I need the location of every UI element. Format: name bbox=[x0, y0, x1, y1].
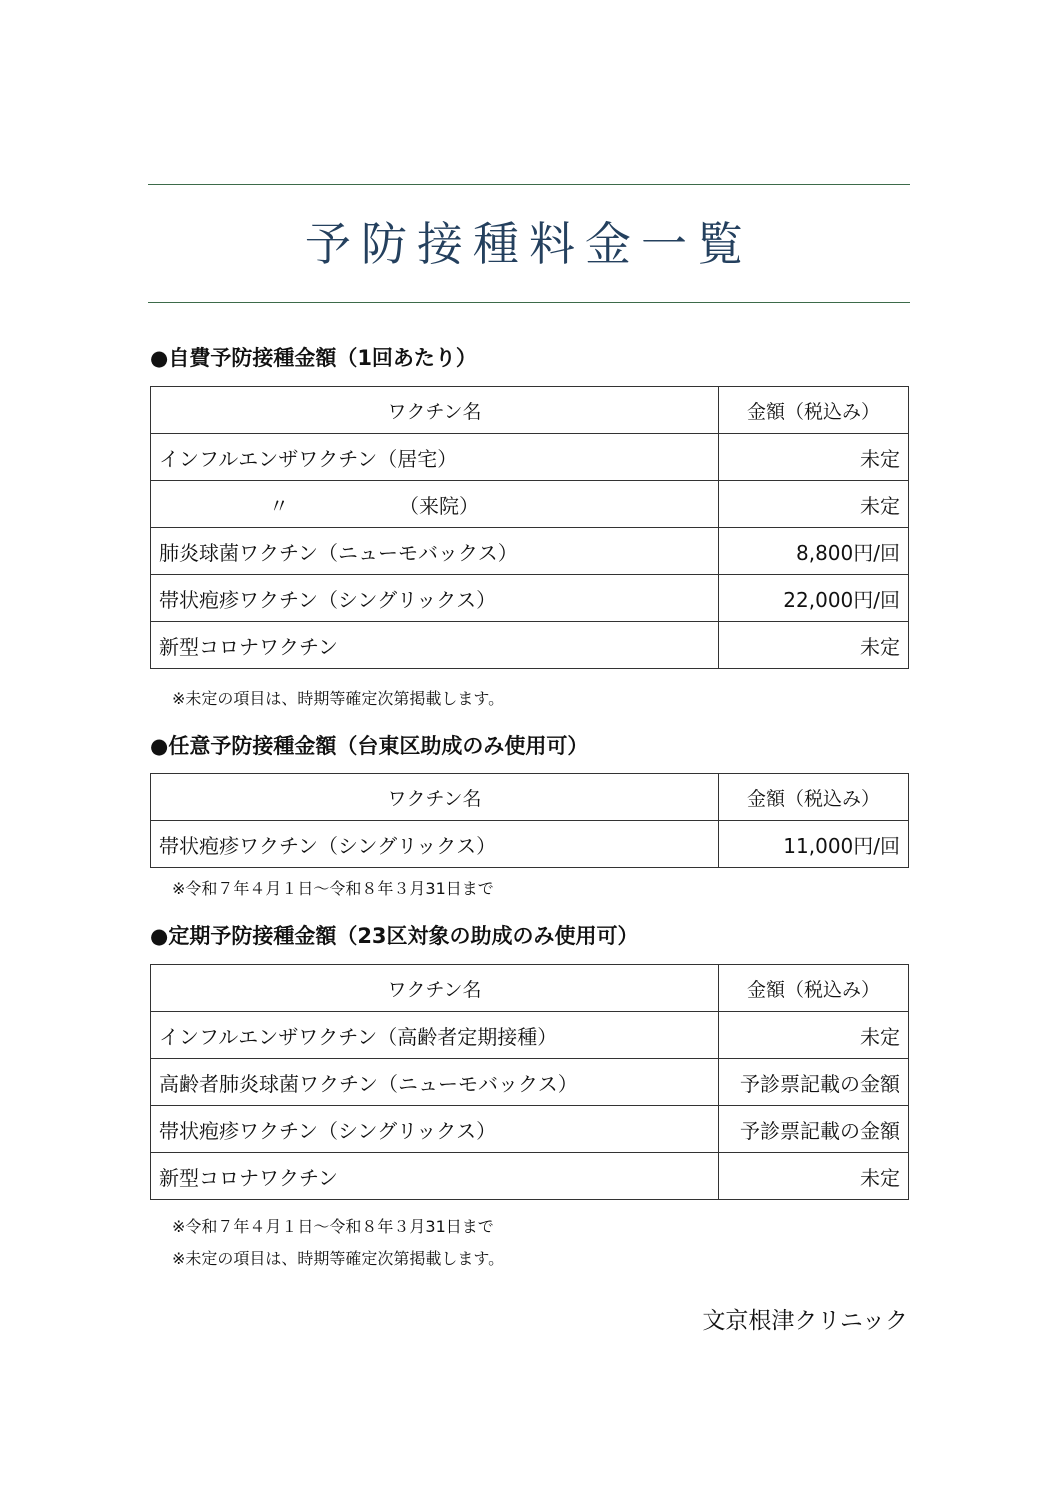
vaccine-price: 未定 bbox=[719, 1153, 909, 1200]
table-row bbox=[151, 1106, 909, 1153]
note-period: ※令和７年４月１日～令和８年３月31日まで bbox=[172, 1217, 494, 1236]
vaccine-price: 未定 bbox=[719, 434, 909, 481]
section-heading-self-pay: ●自費予防接種金額（1回あたり） bbox=[150, 346, 477, 370]
vaccine-name: 肺炎球菌ワクチン（ニューモバックス） bbox=[151, 528, 719, 575]
vaccine-name: （来院） bbox=[399, 493, 479, 518]
column-header-price: 金額（税込み） bbox=[719, 387, 909, 434]
vaccine-price: 8,800円/回 bbox=[719, 528, 909, 575]
section-heading-optional: ●任意予防接種金額（台東区助成のみ使用可） bbox=[150, 734, 589, 758]
fee-table-optional bbox=[150, 773, 909, 868]
table-header-row bbox=[151, 387, 909, 434]
table-row bbox=[151, 821, 909, 868]
vaccine-name: 新型コロナワクチン bbox=[151, 622, 719, 669]
table-row bbox=[151, 575, 909, 622]
column-header-vaccine: ワクチン名 bbox=[151, 774, 719, 821]
table-row bbox=[151, 1012, 909, 1059]
vaccine-price: 11,000円/回 bbox=[719, 821, 909, 868]
table-row bbox=[151, 1153, 909, 1200]
vaccine-price: 予診票記載の金額 bbox=[719, 1059, 909, 1106]
column-header-price: 金額（税込み） bbox=[719, 965, 909, 1012]
table-header-row bbox=[151, 774, 909, 821]
title-bottom-rule bbox=[148, 302, 910, 303]
table-row bbox=[151, 434, 909, 481]
vaccine-price: 未定 bbox=[719, 481, 909, 528]
ditto-mark: 〃 bbox=[269, 493, 289, 518]
vaccine-price: 22,000円/回 bbox=[719, 575, 909, 622]
column-header-vaccine: ワクチン名 bbox=[151, 387, 719, 434]
column-header-price: 金額（税込み） bbox=[719, 774, 909, 821]
fee-table-self-pay bbox=[150, 386, 909, 669]
title-top-rule bbox=[148, 184, 910, 185]
vaccine-name: 高齢者肺炎球菌ワクチン（ニューモバックス） bbox=[151, 1059, 719, 1106]
vaccine-price: 予診票記載の金額 bbox=[719, 1106, 909, 1153]
vaccine-name: 新型コロナワクチン bbox=[151, 1153, 719, 1200]
vaccine-name: 帯状疱疹ワクチン（シングリックス） bbox=[151, 821, 719, 868]
note-undecided: ※未定の項目は、時期等確定次第掲載します。 bbox=[172, 1249, 505, 1268]
table-row bbox=[151, 528, 909, 575]
vaccine-name-cell bbox=[151, 481, 719, 528]
vaccine-name: インフルエンザワクチン（高齢者定期接種） bbox=[151, 1012, 719, 1059]
fee-table-routine bbox=[150, 964, 909, 1200]
section-heading-routine: ●定期予防接種金額（23区対象の助成のみ使用可） bbox=[150, 924, 639, 948]
page-title: 予防接種料金一覧 bbox=[305, 217, 753, 271]
note-undecided: ※未定の項目は、時期等確定次第掲載します。 bbox=[172, 689, 505, 708]
vaccine-name: 帯状疱疹ワクチン（シングリックス） bbox=[151, 575, 719, 622]
table-row bbox=[151, 1059, 909, 1106]
clinic-name: 文京根津クリニック bbox=[702, 1308, 908, 1334]
table-row bbox=[151, 622, 909, 669]
vaccine-name: インフルエンザワクチン（居宅） bbox=[151, 434, 719, 481]
note-period: ※令和７年４月１日～令和８年３月31日まで bbox=[172, 879, 494, 898]
table-row bbox=[151, 481, 909, 528]
vaccine-price: 未定 bbox=[719, 1012, 909, 1059]
column-header-vaccine: ワクチン名 bbox=[151, 965, 719, 1012]
vaccine-name: 帯状疱疹ワクチン（シングリックス） bbox=[151, 1106, 719, 1153]
table-header-row bbox=[151, 965, 909, 1012]
vaccine-price: 未定 bbox=[719, 622, 909, 669]
